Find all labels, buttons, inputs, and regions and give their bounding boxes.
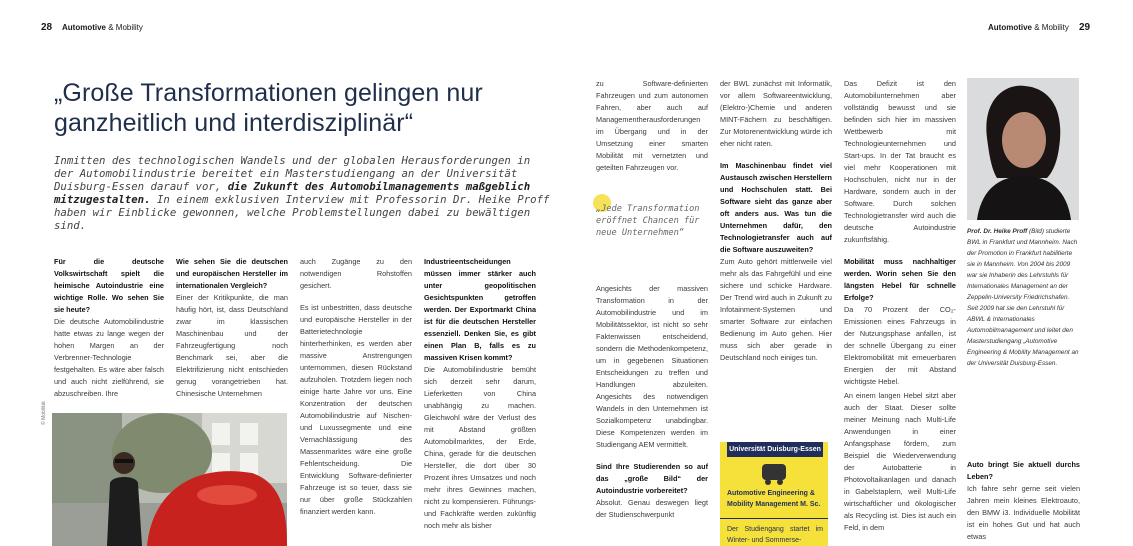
university-program-text: Der Studiengang startet im Winter- und Sommerse- bbox=[727, 526, 823, 544]
answer-1: Die deutsche Automobilindustrie hatte etwas zu lange wegen der hohen Margen an der Verbrenner-Technologie festgehalten. Es wäre aber falsch und auch nicht zielführend, sie abzuschreiben. Ihre bbox=[54, 317, 164, 398]
answer-3a: auch Zugänge zu den notwendigen Rohstoffen gesichert. bbox=[300, 257, 412, 290]
answer-6b: Zum Auto gehört mittlerweile viel mehr als das Fahrgefühl und eine sichere und schicke Hardware. Der Trend wird auch in Zukunft zu Infotainment-Systemen und smarter Software zur einfachen Bedienung im Auto gehen. Hier muss sich aber gerade in Deutschland noch einiges tun. bbox=[720, 257, 832, 362]
photo-woman-with-car bbox=[52, 413, 287, 546]
portrait-photo bbox=[967, 78, 1079, 220]
question-5: Sind Ihre Studierenden so auf das „große Bild“ der Autoindustrie vorbereitet? bbox=[596, 462, 708, 495]
lead-part2: In einem exklusiven Interview mit Professorin Dr. Heike Proff haben wir Einblicke gewonnen, welche Problemstellungen dabei zu bewältigen sind. bbox=[54, 193, 550, 232]
photo-woman-with-car-graphic bbox=[52, 413, 287, 546]
university-info-box bbox=[720, 442, 828, 546]
university-program-title: Automotive Engineering & Mobility Management M. Sc. bbox=[727, 490, 821, 508]
text-column-8 bbox=[967, 459, 1080, 543]
article-lead bbox=[54, 154, 554, 232]
answer-2: Einer der Kritikpunkte, die man häufig hört, ist, dass Deutschland zwar im klassischen Maschinenbau und der Fahrzeugfertigung noch Benchmark sei, aber die Elektrifizierung nicht entschieden genug vorangetrieben hat. Chinesische Unternehmen bbox=[176, 293, 288, 398]
text-column-1 bbox=[54, 256, 164, 400]
right-section-rest: & Mobility bbox=[1032, 23, 1069, 32]
answer-7b: Da 70 Prozent der CO₂-Emissionen eines Fahrzeugs in der Nutzungsphase anfallen, ist der schnelle Übergang zu einer Elektromobilität mit erneuerbaren Energien der mit Abstand wichtigste Hebel. bbox=[844, 305, 956, 386]
text-column-2 bbox=[176, 256, 288, 400]
question-7: Mobilität muss nachhaltiger werden. Worin sehen Sie den längsten Hebel für schnelle Erfolge? bbox=[844, 257, 956, 302]
answer-4: Die Automobilindustrie bemüht sich derzeit sehr darum, Lieferketten von China unabhängig zu machen. Gleichwohl wäre der Verlust des mit Abstand größten Automobilmarktes, der Erde, China, gerade für die deutschen Hersteller, die dort über 30 Prozent ihres Umsatzes und noch mehr ihres Gewinnes machen, nicht zu kompensieren. Führungs- und Fachkräfte werden zukünftig noch mehr als bisher bbox=[424, 365, 536, 530]
lead-part1: Inmitten des technologischen Wandels und der globalen Herausforderungen in der Automobilindustrie bereitet ein Masterstudiengang an der Universität Duisburg-Essen darauf vor, bbox=[54, 154, 531, 193]
text-column-5-top bbox=[596, 78, 708, 174]
text-column-7 bbox=[844, 78, 956, 534]
answer-7c: An einem langen Hebel sitzt aber auch der Staat. Dieser sollte meiner Meinung nach Multi-Life Anwendungen in einer Anfangsphase fördern, zum Beispiel die Wiederverwendung der Autobatterie in Photovoltaikanlagen und danach in Gabelstaplern, weil Multi-Life wirtschaftlicher und ökologischer als Recycling ist. Dies ist auch ein Feld, in dem bbox=[844, 391, 956, 532]
right-section-label bbox=[988, 23, 1069, 32]
question-8: Auto bringt Sie aktuell durchs Leben? bbox=[967, 460, 1080, 481]
article-headline: „Große Transformationen gelingen nur ganzheitlich und interdisziplinär“ bbox=[54, 79, 483, 137]
right-page-number: 29 bbox=[1079, 22, 1091, 33]
text-column-3 bbox=[300, 256, 412, 518]
pull-quote: „Jede Transformation eröffnet Chancen für neue Unternehmen“ bbox=[596, 204, 700, 238]
question-2: Wie sehen Sie die deutschen und europäischen Hersteller im internationalen Vergleich? bbox=[176, 257, 288, 290]
left-section-label bbox=[62, 23, 143, 32]
left-section-bold: Automotive bbox=[62, 23, 106, 32]
left-page-number: 28 bbox=[41, 22, 53, 33]
left-section-rest: & Mobility bbox=[106, 23, 143, 32]
answer-8: Ich fahre sehr gerne seit vielen Jahren mein kleines Elektroauto, den BMW i3. Individuelle Mobilität ist ein hohes Gut und hat auch etwas bbox=[967, 484, 1080, 541]
answer-7a: Das Defizit ist den Automobilunternehmen aber vollständig bewusst und sie befinden sich hier im massiven Wettbewerb mit Technologieunternehmen und Start-ups. In der Tat braucht es viel mehr Kooperationen mit Hochschulen, nicht nur in der Hardware, sondern auch in der Software. Durch solchen Technologietransfer wird auch die deutsche Autoindustrie zukunftsfähig. bbox=[844, 79, 956, 244]
right-section-bold: Automotive bbox=[988, 23, 1032, 32]
text-column-6 bbox=[720, 78, 832, 364]
photo-credit: © Mobilität bbox=[41, 401, 47, 425]
answer-5c: Absolut. Genau deswegen liegt der Studienschwerpunkt bbox=[596, 498, 708, 519]
portrait-graphic bbox=[967, 78, 1079, 220]
answer-5b: Angesichts der massiven Transformation in der Automobilindustrie und im Mobilitätssektor, ist nicht so sehr Faktenwissen entscheidend, sondern die Methodenkompetenz, um in gegebenen Situationen Entscheidungen zu treffen und Handlungen abzuleiten. Angesichts des notwendigen Wandels in den Unternehmen ist Sozialkompetenz unabdingbar. Diese Kompetenzen werden im Studiengang AEM vermittelt. bbox=[596, 284, 708, 449]
answer-3b: Es ist unbestritten, dass deutsche und europäische Hersteller in der Batterietechnologie hinterherhinken, es werden aber massive Anstrengungen unternommen, diesen Rückstand aufzuholen. Trotzdem liegen noch einige harte Jahre vor uns. Eine Konzentration der deutschen Automobilindustrie auf Nischen- und Luxussegmente und eine Vernachlässigung des Massenmarktes wäre eine große Fehlentscheidung. Die Entwicklung Software-definierter Fahrzeuge ist so teuer, dass sie nur über große Stückzahlen finanziert werden kann. bbox=[300, 303, 412, 516]
question-4: Industrieentscheidungen müssen immer stärker auch unter geopolitischen Gesichtspunkten getroffen werden. Der Exportmarkt China ist für die deutschen Hersteller essenziell. Denken Sie, es gibt einen Plan B, falls es zu massiven Krisen kommt? bbox=[424, 257, 536, 362]
text-column-4 bbox=[424, 256, 536, 532]
caption-name: Prof. Dr. Heike Proff bbox=[967, 228, 1028, 235]
question-6: Im Maschinenbau findet viel Austausch zwischen Herstellern und Hochschulen statt. Bei Software sieht das ganze aber oft anders aus. Was tun die Unternehmen dafür, den Technologietransfer auch auf die Software auszuweiten? bbox=[720, 161, 832, 254]
portrait-caption bbox=[967, 226, 1080, 369]
text-column-5-bottom bbox=[596, 283, 708, 521]
answer-6a: der BWL zunächst mit Informatik, vor allem Softwareentwicklung, (Elektro-)Chemie und anderen MINT-Fächern zu beschäftigen. Zur Motorenentwicklung würde ich eher nicht raten. bbox=[720, 79, 832, 148]
university-box-header: Universität Duisburg-Essen bbox=[727, 442, 823, 457]
lead-bold: die Zukunft des Automobilmanagements maßgeblich mitzugestalten. bbox=[54, 180, 531, 206]
caption-text: (Bild) studierte BWL in Frankfurt und Mannheim. Nach der Promotion in Frankfurt habilitierte sie in Mannheim. Von 2004 bis 2009 war sie Inhaberin des Lehrstuhls für Internationales Management an der Zeppelin-University Friedrichshafen. Seit 2009 hat sie den Lehrstuhl für ABWL & Internationales Automobilmanagement und leitet den Masterstudiengang „Automotive Engineering & Mobility Management an der Universität Duisburg-Essen. bbox=[967, 228, 1079, 367]
university-box-divider bbox=[720, 518, 828, 519]
answer-5a: zu Software-definierten Fahrzeugen und zum autonomen Fahren, aber auch auf Managementherausforderungen im Übergang und in der Umsetzung einer smarten Mobilität mit vernetzten und geteilten Fahrzeugen vor. bbox=[596, 79, 708, 172]
question-1: Für die deutsche Volkswirtschaft spielt die heimische Autoindustrie eine wichtige Rolle. Wo sehen Sie sie heute? bbox=[54, 257, 164, 314]
